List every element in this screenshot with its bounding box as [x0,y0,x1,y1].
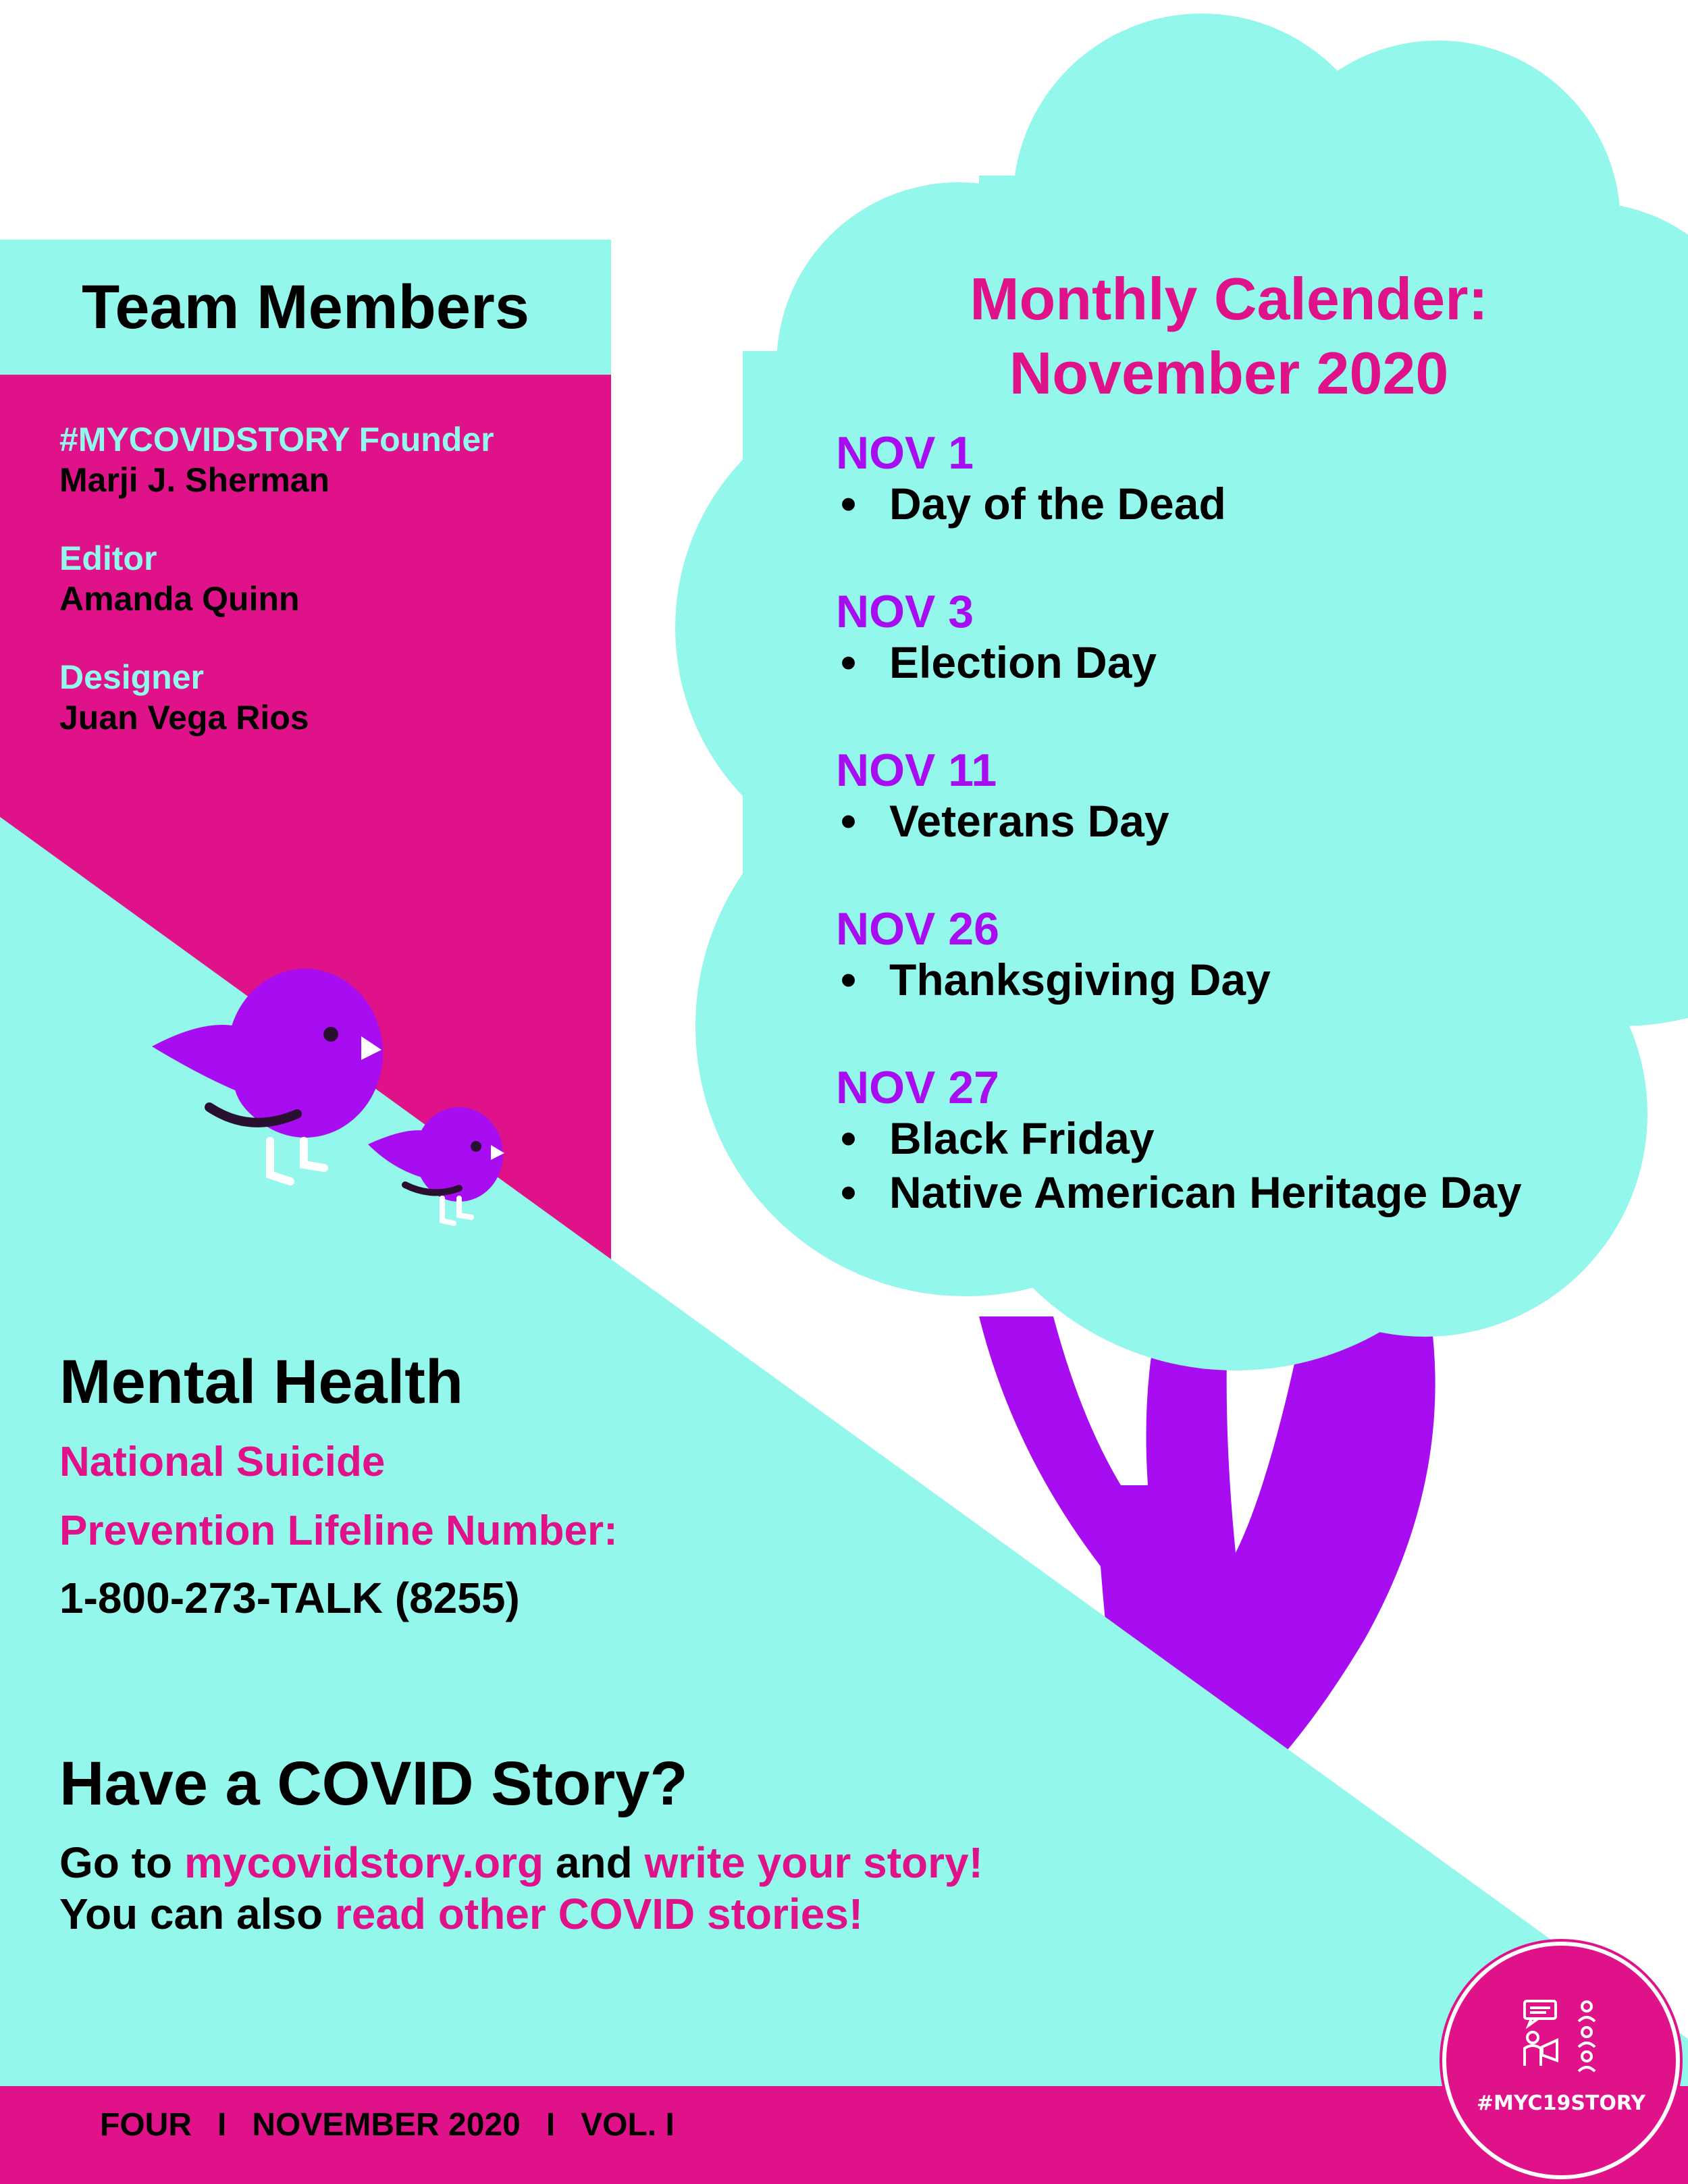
calendar-event [841,478,1226,529]
footer-separator: I [217,2107,227,2143]
calendar-date: NOV 3 [836,586,974,637]
calendar-event-label: Election Day [889,637,1157,687]
story-text: Go to [59,1838,184,1887]
mental-health-line2: Prevention Lifeline Number: [59,1508,618,1554]
calendar-event [841,1167,1522,1218]
storytelling-icon [1519,1998,1607,2073]
bullet: • [841,1113,857,1163]
bullet: • [841,955,857,1005]
calendar-event [841,795,1169,847]
calendar-title-line2: November 2020 [1009,340,1449,406]
footer-info [100,2106,675,2143]
team-role-founder: #MYCOVIDSTORY Founder [59,421,494,458]
volume: VOL. I [581,2107,675,2143]
bullet: • [841,796,857,846]
calendar-title-line1: Monthly Calender: [970,265,1488,332]
bullet: • [841,1167,857,1217]
calendar-event [841,954,1271,1005]
badge-label: #MYC19STORY [1476,2092,1646,2115]
calendar-event-label: Black Friday [889,1113,1155,1163]
team-title: Team Members [81,272,529,342]
team-name-editor: Amanda Quinn [59,580,300,618]
mental-health-title: Mental Health [59,1348,464,1416]
team-name-founder: Marji J. Sherman [59,461,330,499]
lifeline-phone: 1-800-273-TALK (8255) [59,1574,520,1622]
calendar-date: NOV 27 [836,1062,999,1113]
calendar-event-label: Veterans Day [889,796,1169,846]
calendar-event-label: Day of the Dead [889,479,1226,529]
footer-separator: I [546,2107,556,2143]
story-line2 [59,1889,863,1939]
calendar-event [841,1113,1155,1164]
website-link[interactable]: mycovidstory.org [184,1838,544,1887]
write-story-link[interactable]: write your story! [644,1838,983,1887]
bullet: • [841,479,857,529]
read-stories-link[interactable]: read other COVID stories! [334,1890,864,1938]
issue-number: FOUR [100,2107,192,2143]
calendar-date: NOV 11 [836,745,997,796]
calendar-event-label: Thanksgiving Day [889,955,1271,1005]
story-title: Have a COVID Story? [59,1749,688,1818]
calendar-event [841,637,1157,688]
bullet: • [841,637,857,687]
story-text: You can also [59,1890,335,1938]
team-role-designer: Designer [59,658,204,696]
story-line1 [59,1838,983,1888]
calendar-title [878,262,1580,410]
calendar-date: NOV 26 [836,903,999,955]
calendar-date: NOV 1 [836,427,974,479]
story-text: and [544,1838,645,1887]
mental-health-line1: National Suicide [59,1439,386,1485]
team-role-editor: Editor [59,539,157,577]
calendar-event-label: Native American Heritage Day [889,1167,1522,1217]
issue-date: NOVEMBER 2020 [252,2107,521,2143]
team-name-designer: Juan Vega Rios [59,699,309,737]
